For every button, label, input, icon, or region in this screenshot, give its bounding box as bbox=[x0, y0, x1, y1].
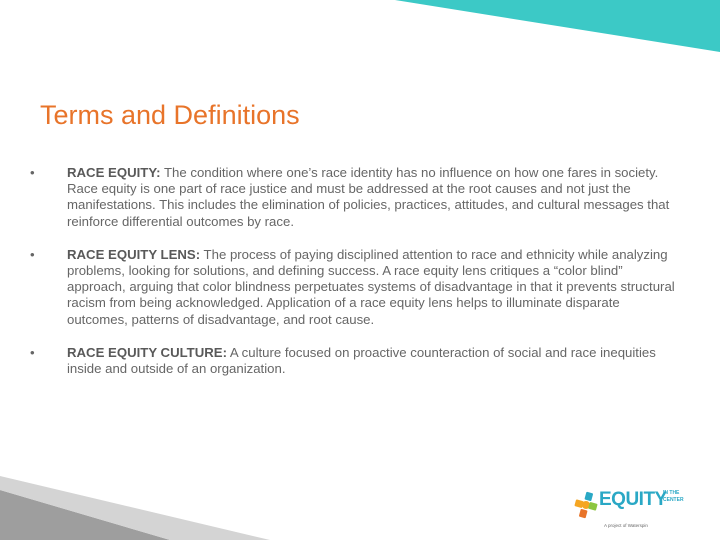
pinwheel-icon bbox=[574, 490, 598, 520]
slide-title: Terms and Definitions bbox=[40, 100, 300, 130]
teal-corner-band bbox=[395, 0, 720, 52]
definition-term: RACE EQUITY: bbox=[67, 165, 161, 180]
definition-item bbox=[30, 165, 680, 230]
logo-wordmark: EQUITY bbox=[599, 489, 667, 510]
definition-text: The condition where one’s race identity has no influence on how one fares in society. Race equity is one part of race justice and must be addressed at the root causes and not just the manifestations. This includes the elimination of policies, practices, attitudes, and cultural messages that reinforce differential outcomes by race. bbox=[67, 165, 670, 229]
bullet-icon: • bbox=[30, 165, 35, 180]
bullet-icon: • bbox=[30, 246, 35, 262]
logo-tagline: A project of Waterspin bbox=[604, 523, 648, 528]
logo-subtext-line2: CENTER bbox=[663, 497, 684, 503]
definition-text: The process of paying disciplined attention to race and ethnicity while analyzing problems, looking for solutions, and defining success. A race equity lens critiques a “color blind” approach, arguing that color blindness perpetuates systems of disadvantage in that it prevents structural racism from being acknowledged. Application of a race equity lens helps to illuminate disparate outcomes, patterns of disadvantage, and root cause. bbox=[67, 246, 675, 327]
definition-term: RACE EQUITY LENS: bbox=[67, 246, 201, 262]
equity-in-the-center-logo bbox=[574, 484, 694, 534]
definition-item bbox=[30, 345, 680, 377]
definition-term: RACE EQUITY CULTURE: bbox=[67, 344, 227, 360]
logo-subtext-line1: IN THE bbox=[663, 490, 680, 496]
definition-item bbox=[30, 247, 680, 328]
bullet-icon: • bbox=[30, 344, 35, 360]
definitions-list bbox=[30, 165, 680, 394]
definition-text: A culture focused on proactive counteraction of social and race inequities inside and outside of an organization. bbox=[67, 344, 656, 377]
